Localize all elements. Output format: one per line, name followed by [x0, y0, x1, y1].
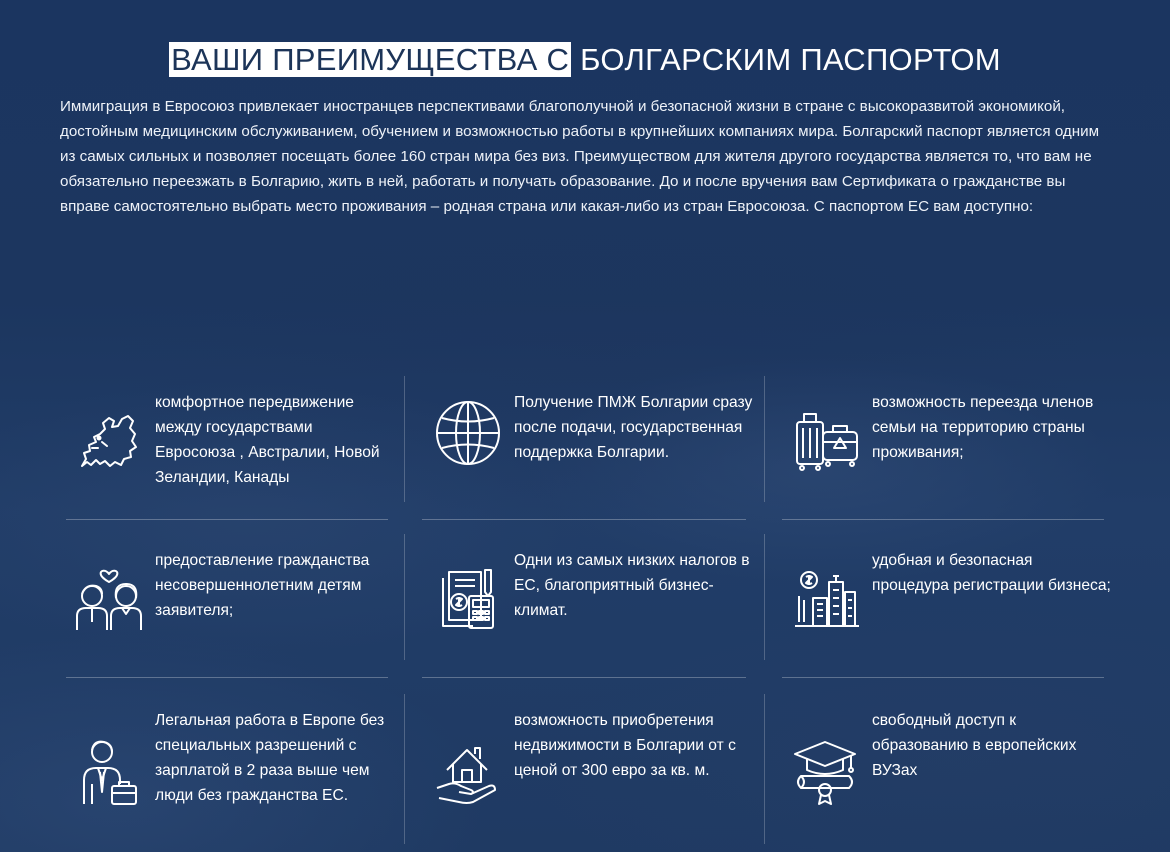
benefit-text: Легальная работа в Европе без специальных разрешений с зарплатой в 2 раза выше чем люди без гражданства ЕС.: [155, 712, 385, 804]
section-title-rest: БОЛГАРСКИМ ПАСПОРТОМ: [571, 42, 1001, 77]
intro-paragraph: Иммиграция в Евросоюз привлекает иностранцев перспективами благополучной и безопасной жизни в стране с высокоразвитой экономикой, достойным медицинским обслуживанием, обучением и возможностью работы в крупнейших компаниях мира. Болгарский паспорт является одним из самых сильных и позволяет посещать более 160 стран мира без виз. Преимуществом для жителя другого государства является то, что вам не обязательно переезжать в Болгарию, жить в ней, работать и получать образование. До и после вручения вам Сертификата о гражданстве вы вправе самостоятельно выбрать место проживания – родная страна или какая-либо из стран Евросоюза. С паспортом ЕС вам доступно:: [60, 98, 1100, 215]
house-in-hand-icon: [431, 736, 505, 810]
benefit-text: свободный доступ к образованию в европейских ВУЗах: [872, 712, 1077, 779]
column-divider: [404, 376, 405, 502]
benefit-text: возможность переезда членов семьи на территорию страны проживания;: [872, 394, 1094, 461]
benefit-text: предоставление гражданства несовершеннолетним детям заявителя;: [155, 552, 370, 619]
column-divider: [764, 694, 765, 844]
benefit-text: возможность приобретения недвижимости в Болгарии от с ценой от 300 евро за кв. м.: [514, 712, 736, 779]
section-title: [169, 40, 1001, 80]
row-divider: [782, 519, 1104, 520]
businessman-icon: [72, 736, 146, 810]
benefit-text: удобная и безопасная процедура регистрации бизнеса;: [872, 552, 1111, 594]
row-divider: [782, 677, 1104, 678]
row-divider: [422, 519, 746, 520]
row-divider: [422, 677, 746, 678]
column-divider: [404, 534, 405, 660]
children-icon: [72, 562, 146, 636]
row-divider: [66, 677, 388, 678]
benefits-grid: [64, 376, 1111, 846]
column-divider: [764, 376, 765, 502]
benefit-text: Получение ПМЖ Болгарии сразу после подачи, государственная поддержка Болгарии.: [514, 394, 753, 461]
benefit-text: комфортное передвижение между государствами Евросоюза , Австралии, Новой Зеландии, Канады: [155, 394, 380, 486]
section-header: [0, 40, 1170, 80]
tax-documents-icon: [431, 562, 505, 636]
globe-icon: [431, 396, 505, 470]
column-divider: [764, 534, 765, 660]
business-buildings-icon: [789, 562, 863, 636]
row-divider: [66, 519, 388, 520]
column-divider: [404, 694, 405, 844]
section-title-highlight: ВАШИ ПРЕИМУЩЕСТВА С: [171, 42, 570, 77]
luggage-icon: [789, 402, 863, 476]
europe-map-icon: [72, 404, 146, 478]
benefit-text: Одни из самых низких налогов в ЕС, благоприятный бизнес-климат.: [514, 552, 750, 619]
graduation-icon: [789, 732, 863, 806]
